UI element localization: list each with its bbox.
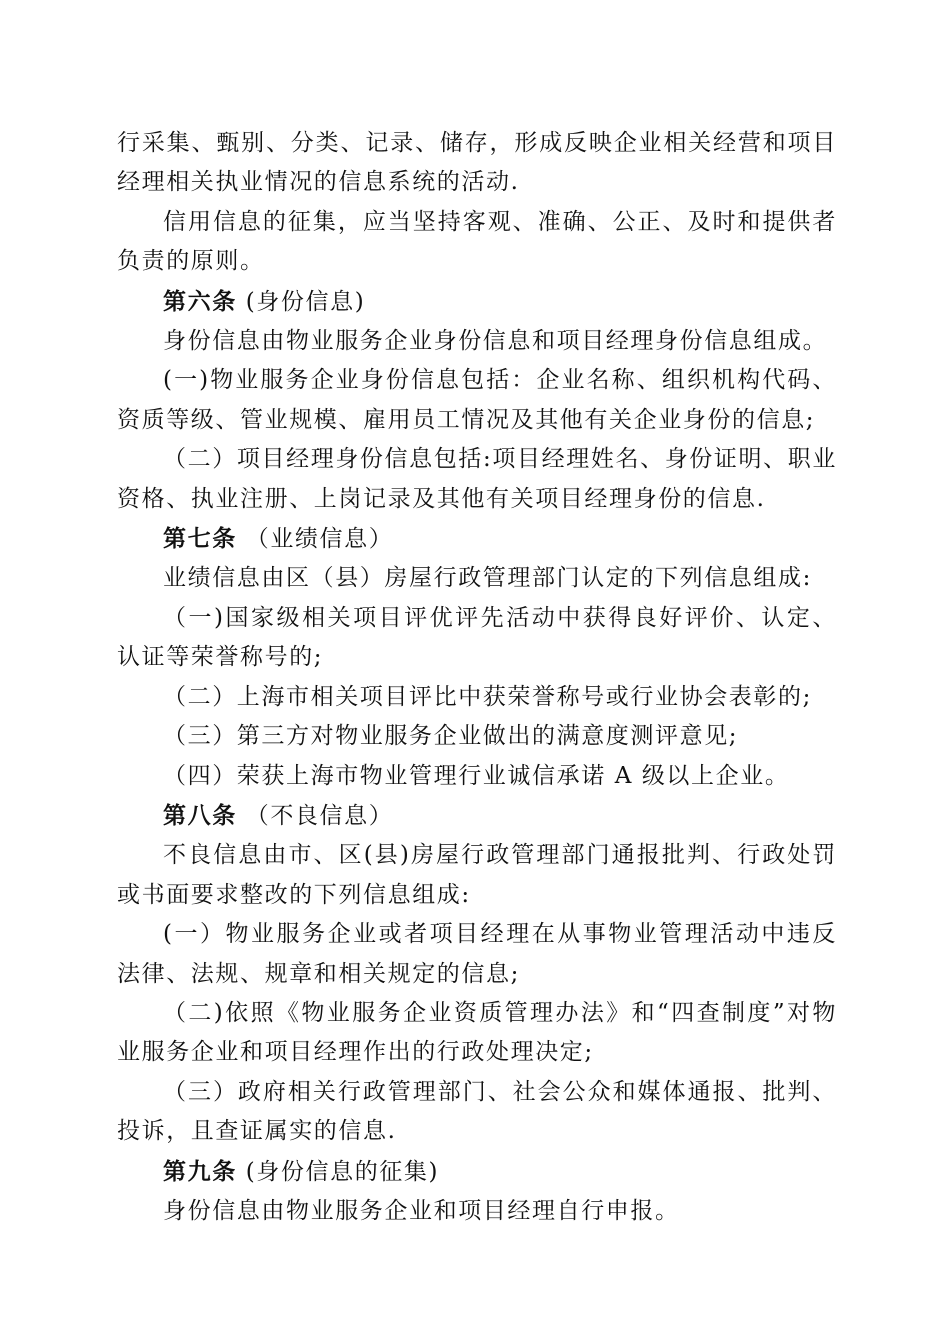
paragraph: （二）项目经理身份信息包括:项目经理姓名、身份证明、职业资格、执业注册、上岗记录及其他有关项目经理身份的信息.	[117, 446, 837, 512]
paragraph: 业绩信息由区（县）房屋行政管理部门认定的下列信息组成:	[163, 565, 812, 592]
article-number: 第八条	[163, 801, 237, 829]
paragraph: 身份信息由物业服务企业身份信息和项目经理身份信息组成。	[163, 328, 828, 355]
paragraph: 不良信息由市、区(县)房屋行政管理部门通报批判、行政处罚或书面要求整改的下列信息组成:	[117, 842, 837, 908]
paragraph: (一)物业服务企业身份信息包括：企业名称、组织机构代码、资质等级、管业规模、雇用员工情况及其他有关企业身份的信息;	[117, 367, 837, 433]
paragraph: （一)国家级相关项目评优评先活动中获得良好评价、认定、认证等荣誉称号的;	[117, 604, 837, 671]
paragraph: 信用信息的征集，应当坚持客观、准确、公正、及时和提供者负责的原则。	[117, 208, 837, 275]
article-heading	[117, 519, 837, 559]
paragraph: 身份信息由物业服务企业和项目经理自行申报。	[163, 1197, 680, 1224]
paragraph: 行采集、甄别、分类、记录、储存，形成反映企业相关经营和项目经理相关执业情况的信息系统的活动.	[117, 130, 837, 196]
article-heading	[117, 1152, 837, 1192]
article-heading	[117, 796, 837, 836]
article-subtitle: (身份信息的征集)	[236, 1158, 440, 1185]
article-heading	[117, 282, 837, 322]
paragraph: （四）荣获上海市物业管理行业诚信承诺 A 级以上企业。	[163, 762, 790, 789]
paragraph: （二)依照《物业服务企业资质管理办法》和“四查制度”对物业服务企业和项目经理作出的行政处理决定;	[117, 999, 837, 1066]
paragraph: （二）上海市相关项目评比中获荣誉称号或行业协会表彰的;	[163, 683, 812, 710]
article-subtitle: （业绩信息）	[236, 526, 394, 553]
paragraph: （三）政府相关行政管理部门、社会公众和媒体通报、批判、投诉，且查证属实的信息.	[117, 1078, 837, 1145]
document-body	[117, 124, 837, 1231]
paragraph: （三）第三方对物业服务企业做出的满意度测评意见;	[163, 723, 739, 750]
article-number: 第七条	[163, 525, 237, 553]
article-number: 第六条	[163, 287, 237, 315]
article-subtitle: (身份信息)	[236, 288, 366, 315]
paragraph: (一）物业服务企业或者项目经理在从事物业管理活动中违反法律、法规、规章和相关规定的信息;	[117, 921, 837, 987]
article-number: 第九条	[163, 1157, 237, 1185]
article-subtitle: （不良信息）	[236, 802, 394, 829]
